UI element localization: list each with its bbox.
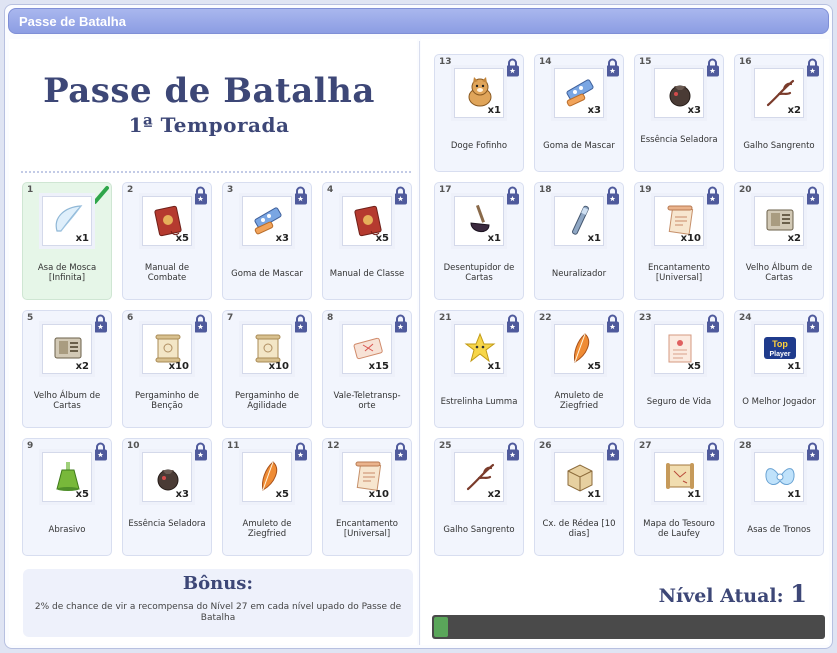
item-slot[interactable] [142,196,192,246]
item-quantity: x5 [375,233,389,244]
item-quantity: x5 [275,489,289,500]
reward-label: Neuralizador [551,269,607,279]
item-slot[interactable] [242,324,292,374]
item-quantity: x5 [587,361,601,372]
branch-icon [463,459,497,493]
reward-card-1[interactable] [22,182,112,300]
pouch-icon [151,459,185,493]
lock-icon [93,442,108,461]
current-level-label: Nível Atual: [658,585,784,607]
item-quantity: x5 [75,489,89,500]
lock-icon [193,314,208,333]
item-quantity: x1 [487,233,501,244]
item-quantity: x1 [787,489,801,500]
item-slot[interactable] [754,68,804,118]
item-slot[interactable] [42,196,92,246]
item-quantity: x2 [75,361,89,372]
item-slot[interactable] [454,68,504,118]
item-slot[interactable] [554,324,604,374]
item-slot[interactable] [142,452,192,502]
fly-wing-icon [51,203,85,237]
lock-icon [705,314,720,333]
item-slot[interactable] [654,324,704,374]
reward-card-19[interactable] [634,182,724,300]
item-quantity: x10 [268,361,289,372]
reward-card-11[interactable] [222,438,312,556]
lock-icon [705,442,720,461]
item-quantity: x2 [487,489,501,500]
card-album-icon [763,203,797,237]
reward-level-number: 7 [227,313,234,323]
lock-icon [805,186,820,205]
item-quantity: x1 [787,361,801,372]
reward-level-number: 3 [227,185,234,195]
reward-label: Encantamento [Universal] [336,519,398,539]
item-quantity: x3 [687,105,701,116]
right-panel [421,39,829,645]
svg-text:Player: Player [769,351,791,358]
card-album-icon [51,331,85,365]
reward-label: Essência Seladora [640,135,718,145]
lock-icon [193,186,208,205]
lock-icon [605,186,620,205]
reward-label: Seguro de Vida [646,397,712,407]
item-slot[interactable] [754,452,804,502]
green-potion-icon [51,459,85,493]
reward-card-21[interactable] [434,310,524,428]
item-quantity: x1 [487,361,501,372]
reward-label: Estrelinha Lumma [440,397,518,407]
reward-level-number: 21 [439,313,452,323]
reward-level-number: 19 [639,185,652,195]
reward-label: Velho Álbum de Cartas [745,263,813,283]
reward-card-5[interactable] [22,310,112,428]
section-divider [21,171,411,173]
enchant-scroll-icon [663,203,697,237]
item-quantity: x3 [587,105,601,116]
item-slot[interactable] [454,324,504,374]
reward-card-9[interactable] [22,438,112,556]
lock-icon [293,186,308,205]
reward-label: Encantamento [Universal] [648,263,710,283]
item-quantity: x5 [175,233,189,244]
reward-level-number: 20 [739,185,752,195]
reward-level-number: 27 [639,441,652,451]
item-quantity: x10 [680,233,701,244]
reward-label: Velho Álbum de Cartas [33,391,101,411]
reward-label: Galho Sangrento [743,141,815,151]
lock-icon [505,314,520,333]
item-slot[interactable] [242,452,292,502]
lock-icon [293,314,308,333]
reward-level-number: 1 [27,185,34,195]
reward-card-13[interactable] [434,54,524,172]
item-quantity: x15 [368,361,389,372]
current-level [659,579,807,608]
scroll-icon [251,331,285,365]
window-titlebar[interactable] [8,8,829,34]
lock-icon [505,58,520,77]
reward-label: Asas de Tronos [747,525,811,535]
reward-card-7[interactable] [222,310,312,428]
red-book-icon [351,203,385,237]
feather-amulet-icon [251,459,285,493]
scroll-icon [151,331,185,365]
reward-label: Desentupidor de Cartas [443,263,515,283]
reward-card-20[interactable] [734,182,824,300]
reward-card-4[interactable] [322,182,412,300]
panel-divider [419,41,420,645]
item-slot[interactable] [654,68,704,118]
lock-icon [605,58,620,77]
gum-icon [563,75,597,109]
star-icon [463,331,497,365]
reward-label: Manual de Classe [329,269,405,279]
gum-icon [251,203,285,237]
reward-card-28[interactable] [734,438,824,556]
reward-level-number: 8 [327,313,334,323]
item-slot[interactable] [342,324,392,374]
reward-label: O Melhor Jogador [742,397,816,407]
item-quantity: x1 [75,233,89,244]
bonus-title: Bônus: [182,573,254,594]
reward-level-number: 28 [739,441,752,451]
reward-card-25[interactable] [434,438,524,556]
reward-card-14[interactable] [534,54,624,172]
reward-card-24[interactable] [734,310,824,428]
plunger-icon [463,203,497,237]
item-slot[interactable] [754,196,804,246]
reward-label: Galho Sangrento [443,525,515,535]
svg-text:Top: Top [772,339,788,349]
ticket-icon [351,331,385,365]
item-quantity: x5 [687,361,701,372]
insurance-icon [663,331,697,365]
item-slot[interactable] [454,196,504,246]
item-slot[interactable] [42,452,92,502]
reward-level-number: 23 [639,313,652,323]
battle-pass-window [4,4,833,649]
item-quantity: x1 [587,489,601,500]
current-level-value: 1 [790,579,807,608]
reward-card-3[interactable] [222,182,312,300]
reward-level-number: 9 [27,441,34,451]
lock-icon [93,314,108,333]
reward-card-23[interactable] [634,310,724,428]
item-slot[interactable] [342,196,392,246]
reward-level-number: 6 [127,313,134,323]
reward-label: Vale-Teletransp-orte [333,391,401,411]
lock-icon [293,442,308,461]
reward-card-22[interactable] [534,310,624,428]
lock-icon [805,442,820,461]
item-slot[interactable] [554,452,604,502]
bonus-box [23,569,413,637]
reward-card-16[interactable] [734,54,824,172]
level-progress-bar [432,615,825,639]
reward-level-number: 18 [539,185,552,195]
reward-card-15[interactable] [634,54,724,172]
reward-card-2[interactable] [122,182,212,300]
reward-level-number: 15 [639,57,652,67]
item-quantity: x3 [275,233,289,244]
red-book-icon [151,203,185,237]
branch-icon [763,75,797,109]
reward-label: Pergaminho de Bençãο [135,391,199,411]
box-icon [563,459,597,493]
reward-label: Amuleto de Ziegfried [554,391,604,411]
enchant-scroll-icon [351,459,385,493]
reward-label: Cx. de Rédea [10 dias] [542,519,616,539]
reward-label: Amuleto de Ziegfried [242,519,292,539]
reward-level-number: 17 [439,185,452,195]
season-subtitle: 1ª Temporada [128,113,290,137]
lock-icon [393,186,408,205]
neuralyzer-icon [563,203,597,237]
reward-level-number: 10 [127,441,140,451]
reward-level-number: 2 [127,185,134,195]
reward-card-12[interactable] [322,438,412,556]
item-quantity: x2 [787,233,801,244]
feather-amulet-icon [563,331,597,365]
item-slot[interactable] [42,324,92,374]
item-slot[interactable] [754,324,804,374]
reward-level-number: 14 [539,57,552,67]
reward-card-17[interactable] [434,182,524,300]
lock-icon [805,314,820,333]
reward-label: Doge Fofinho [450,141,508,151]
reward-level-number: 22 [539,313,552,323]
lock-icon [805,58,820,77]
reward-label: Manual de Combate [144,263,190,283]
reward-card-10[interactable] [122,438,212,556]
reward-level-number: 5 [27,313,34,323]
item-slot[interactable] [654,196,704,246]
reward-label: Goma de Mascar [543,141,615,151]
lock-icon [505,186,520,205]
reward-level-number: 25 [439,441,452,451]
reward-level-number: 4 [327,185,334,195]
item-quantity: x1 [587,233,601,244]
item-quantity: x2 [787,105,801,116]
bonus-text: 2% de chance de vir a recompensa do Nível 27 em cada nível upado do Passe de Batalha [34,602,402,623]
lock-icon [705,186,720,205]
reward-level-number: 12 [327,441,340,451]
window-title: Passe de Batalha [19,14,126,29]
reward-label: Goma de Mascar [231,269,303,279]
reward-label: Asa de Mosca [Infinita] [37,263,97,283]
left-panel [9,39,417,645]
reward-level-number: 13 [439,57,452,67]
reward-label: Essência Seladora [128,519,206,529]
reward-level-number: 26 [539,441,552,451]
lock-icon [505,442,520,461]
reward-label: Abrasivo [48,525,86,535]
reward-label: Pergaminho de Agilidade [235,391,299,411]
reward-card-26[interactable] [534,438,624,556]
item-slot[interactable] [654,452,704,502]
item-quantity: x1 [687,489,701,500]
season-title: Passe de Batalha [43,71,375,111]
item-slot[interactable] [554,196,604,246]
doge-icon [463,75,497,109]
reward-level-number: 11 [227,441,240,451]
throne-wings-icon [763,459,797,493]
reward-card-8[interactable] [322,310,412,428]
lock-icon [605,442,620,461]
item-quantity: x3 [175,489,189,500]
lock-icon [193,442,208,461]
lock-icon [605,314,620,333]
item-quantity: x1 [487,105,501,116]
reward-card-6[interactable] [122,310,212,428]
item-slot[interactable] [142,324,192,374]
reward-card-18[interactable] [534,182,624,300]
treasure-map-icon [663,459,697,493]
top-player-icon [763,331,797,365]
level-progress-fill [434,617,448,637]
item-slot[interactable] [342,452,392,502]
reward-label: Mapa do Tesouro de Laufey [643,519,715,539]
reward-level-number: 24 [739,313,752,323]
lock-icon [705,58,720,77]
pouch-icon [663,75,697,109]
lock-icon [393,442,408,461]
lock-icon [393,314,408,333]
item-slot[interactable] [554,68,604,118]
item-slot[interactable] [454,452,504,502]
reward-card-27[interactable] [634,438,724,556]
item-quantity: x10 [168,361,189,372]
reward-level-number: 16 [739,57,752,67]
item-quantity: x10 [368,489,389,500]
item-slot[interactable] [242,196,292,246]
